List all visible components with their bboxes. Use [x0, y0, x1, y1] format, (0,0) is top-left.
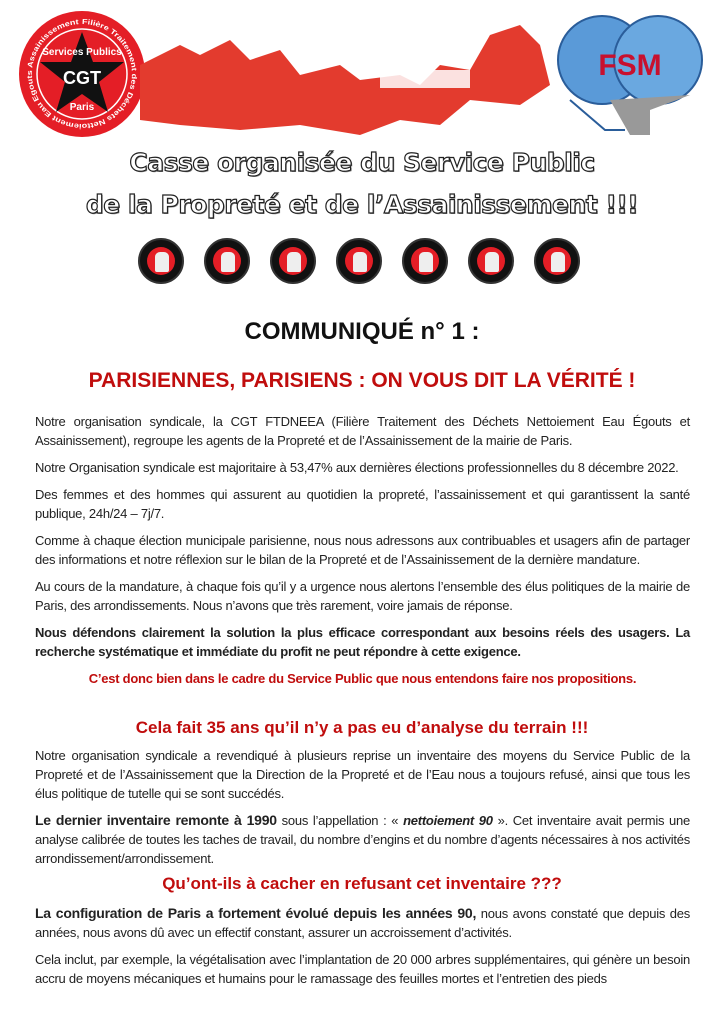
badge-techniques [336, 238, 382, 284]
text: sous l’appellation : « [276, 813, 404, 828]
svg-text:Paris: Paris [69, 102, 95, 113]
paragraph: Des femmes et des hommes qui assurent au quotidien la propreté, l’assainissement et qui garantissent la santé publique, 24h/24 – 7j/7. [35, 487, 690, 521]
body-part-1 [35, 412, 690, 696]
paragraph: Cela inclut, par exemple, la végétalisation avec l’implantation de 20 000 arbres supplémentaires, qui génère un besoin accru de moyens mécaniques et humains pour le ramassage des feuilles mortes et l’entretien des pieds [35, 952, 690, 986]
paragraph: Notre organisation syndicale a revendiqué à plusieurs reprise un inventaire des moyens du Service Public de la Propreté et de l’Assainissement que la Direction de la Propreté et de l’Eau nous a toujours refusé, ainsi que tous les élus politique de tutelle qui se sont succédés. [35, 748, 690, 801]
text: ». Cet inventaire avait permis une analyse calibrée de toutes les taches de travail, du nombre d’engins et du nombre d’agents nécessaires à nos activités arrondissement/arrondissement. [35, 813, 690, 866]
paragraph-bold: Nous défendons clairement la solution la plus efficace correspondant aux besoins réels des usagers. La recherche systématique et immédiate du profit ne peut répondre à cette exigence. [35, 625, 690, 659]
protest-banner-illustration [140, 25, 560, 135]
header [0, 0, 724, 145]
paragraph: Notre Organisation syndicale est majoritaire à 53,47% aux dernières élections professionnelles du 8 décembre 2022. [35, 460, 679, 475]
bold-text: Le dernier inventaire remonte à 1990 [35, 812, 277, 828]
paragraph: Comme à chaque élection municipale parisienne, nous nous adressons aux contribuables et usagers afin de partager des informations et notre réflexion sur le bilan de la Propreté et de l’Assainissement de la dernière mandature. [35, 533, 690, 567]
badge-conducteurs-travaux [402, 238, 448, 284]
section-heading-2: Qu’ont-ils à cacher en refusant cet inventaire ??? [162, 874, 562, 893]
text: nous avons constaté que depuis des années, nous avons dû avec un effectif constant, assurer un accroissement d’activités. [35, 906, 690, 940]
title-line-2: de la Propreté et de l’Assainissement !!! [85, 190, 639, 219]
body-part-2 [35, 746, 690, 876]
badge-maitrise [534, 238, 580, 284]
fsm-logo [550, 10, 710, 140]
section-badges [138, 238, 580, 284]
cgt-logo [18, 10, 146, 138]
svg-text:FSM: FSM [598, 49, 662, 82]
italic-text: nettoiement 90 [403, 813, 493, 828]
headline: PARISIENNES, PARISIENS : ON VOUS DIT LA VÉRITÉ ! [88, 369, 636, 392]
paragraph: Notre organisation syndicale, la CGT FTDNEEA (Filière Traitement des Déchets Nettoiement Eau Égouts et Assainissement), regroupe les agents de la Propreté et de l’Assainissement de la mairie de Paris. [35, 414, 690, 448]
paragraph [35, 811, 690, 868]
paragraph [35, 904, 690, 942]
svg-text:CGT: CGT [63, 68, 101, 88]
section-heading-1: Cela fait 35 ans qu’il n’y a pas eu d’analyse du terrain !!! [135, 718, 589, 737]
red-statement: C’est donc bien dans le cadre du Service Public que nous entendons faire nos propositions. [88, 671, 637, 686]
badge-agents-maitrise [468, 238, 514, 284]
cgt-logo-ring-textpath: Filière Traitement des Déchets Nettoiement Eau Egouts Assainissement [24, 16, 140, 132]
badge-conducteurs [270, 238, 316, 284]
svg-text:Services Publics: Services Publics [42, 47, 122, 58]
title-line-1: Casse organisée du Service Public [129, 148, 595, 177]
badge-egoutiers [138, 238, 184, 284]
bold-text: La configuration de Paris a fortement évolué depuis les années 90, [35, 905, 477, 921]
badge-ouvriers [204, 238, 250, 284]
paragraph: Au cours de la mandature, à chaque fois qu’il y a urgence nous alertons l’ensemble des élus politiques de la mairie de Paris, des arrondissements. Nous n’avons que très rarement, voire jamais de réponse. [35, 579, 690, 613]
communique-title: COMMUNIQUÉ n° 1 : [244, 318, 480, 345]
body-part-3 [35, 904, 690, 996]
